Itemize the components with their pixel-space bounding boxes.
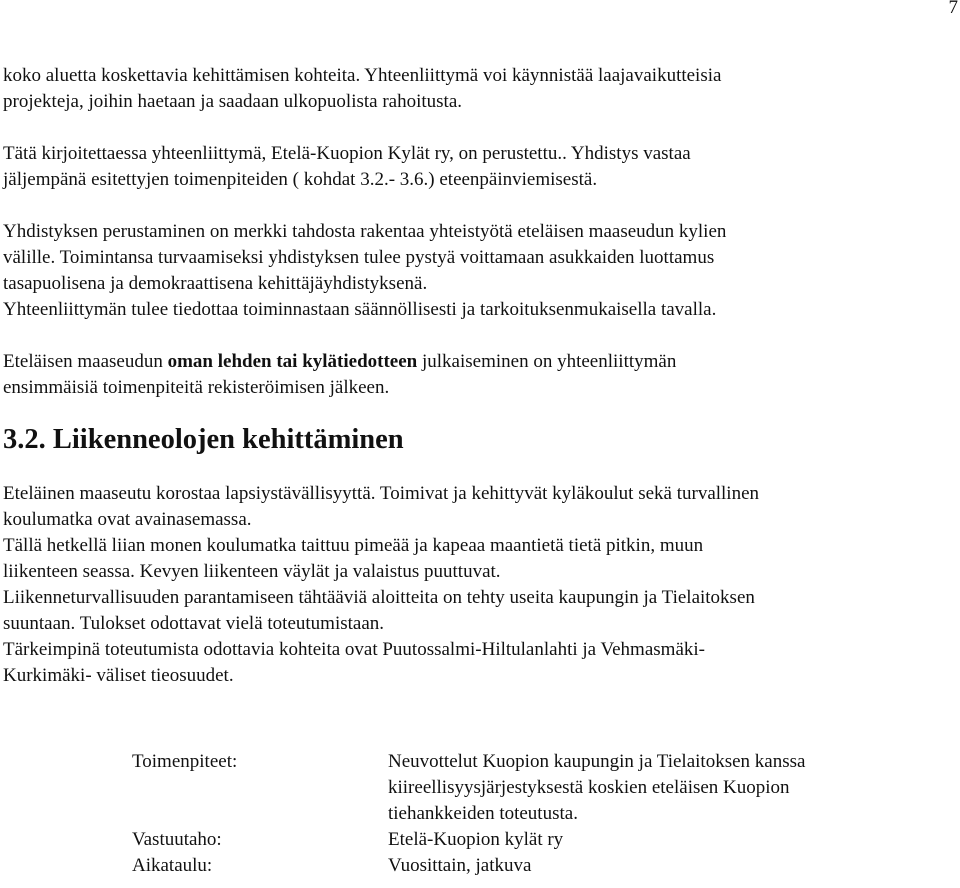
text-line: Tällä hetkellä liian monen koulumatka taittuu pimeää ja kapeaa maantietä tietä pitkin, muun — [3, 535, 704, 556]
text-line: projekteja, joihin haetaan ja saadaan ulkopuolista rahoitusta. — [3, 91, 463, 112]
actions-label: Toimenpiteet: — [132, 751, 238, 772]
text-run: julkaiseminen on yhteenliittymän — [417, 351, 677, 372]
paragraph-traffic — [3, 481, 953, 689]
paragraph-founding — [3, 219, 953, 323]
text-line: tasapuolisena ja demokraattisena kehittäjäyhdistyksenä. — [3, 273, 428, 294]
text-line: Kurkimäki- väliset tieosuudet. — [3, 665, 234, 686]
text-line: Eteläinen maaseutu korostaa lapsiystävällisyyttä. Toimivat ja kehittyvät kyläkoulut sekä turvallinen — [3, 483, 760, 504]
section-heading: 3.2. Liikenneolojen kehittäminen — [3, 424, 404, 455]
text-line: suuntaan. Tulokset odottavat vielä toteutumistaan. — [3, 613, 385, 634]
text-line: liikenteen seassa. Kevyen liikenteen väylät ja valaistus puuttuvat. — [3, 561, 501, 582]
text-line: Liikenneturvallisuuden parantamiseen tähtääviä aloitteita on tehty useita kaupungin ja Tielaitoksen — [3, 587, 755, 608]
measures-row-actions — [132, 749, 932, 827]
measures-row-responsible — [132, 827, 932, 853]
text-line: ensimmäisiä toimenpiteitä rekisteröimisen jälkeen. — [3, 377, 390, 398]
paragraph-intro — [3, 63, 953, 115]
text-line: Yhdistyksen perustaminen on merkki tahdosta rakentaa yhteistyötä eteläisen maaseudun kylien — [3, 221, 727, 242]
text-run: Eteläisen maaseudun — [3, 351, 168, 372]
text-line: Tätä kirjoitettaessa yhteenliittymä, Etelä-Kuopion Kylät ry, on perustettu.. Yhdistys vastaa — [3, 143, 691, 164]
text-line: Yhteenliittymän tulee tiedottaa toiminnastaan säännöllisesti ja tarkoituksenmukaisella tavalla. — [3, 299, 717, 320]
document-body — [3, 63, 953, 689]
measures-table — [132, 749, 932, 879]
schedule-label: Aikataulu: — [132, 855, 213, 876]
text-line: välille. Toimintansa turvaamiseksi yhdistyksen tulee pystyä voittamaan asukkaiden luottamus — [3, 247, 715, 268]
text-line: Tärkeimpinä toteutumista odottavia kohteita ovat Puutossalmi-Hiltulanlahti ja Vehmasmäki- — [3, 639, 705, 660]
text-line: jäljempänä esitettyjen toimenpiteiden ( kohdat 3.2.- 3.6.) eteenpäinviemisestä. — [3, 169, 598, 190]
text-line: Neuvottelut Kuopion kaupungin ja Tielaitoksen kanssa — [388, 751, 806, 772]
text-line: koko aluetta koskettavia kehittämisen kohteita. Yhteenliittymä voi käynnistää laajavaikutteisia — [3, 65, 722, 86]
bold-emphasis: oman lehden tai kylätiedotteen — [167, 351, 418, 372]
measures-row-schedule — [132, 853, 932, 879]
page-number: 7 — [948, 0, 958, 18]
responsible-value: Etelä-Kuopion kylät ry — [388, 829, 564, 850]
paragraph-newsletter — [3, 349, 953, 401]
schedule-value: Vuosittain, jatkuva — [388, 855, 532, 876]
text-line: koulumatka ovat avainasemassa. — [3, 509, 252, 530]
text-line: kiireellisyysjärjestyksestä koskien eteläisen Kuopion — [388, 777, 790, 798]
paragraph-association — [3, 141, 953, 193]
actions-value — [388, 749, 932, 827]
responsible-label: Vastuutaho: — [132, 829, 222, 850]
text-line: tiehankkeiden toteutusta. — [388, 803, 578, 824]
text-line — [3, 349, 953, 375]
